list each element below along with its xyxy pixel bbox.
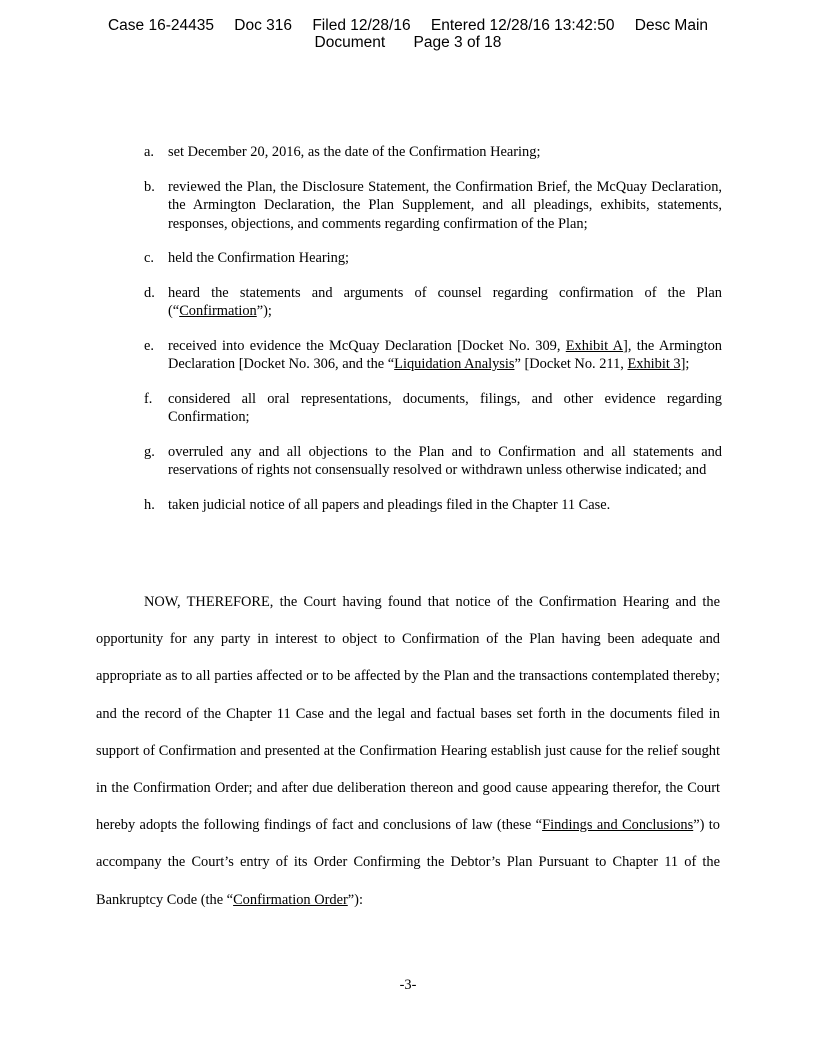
list-item-label: g.	[144, 443, 155, 460]
list-item-label: a.	[144, 144, 154, 160]
list-item-text: taken judicial notice of all papers and pleadings filed in the Chapter 11 Case.	[168, 496, 611, 513]
desc-main: Desc Main	[634, 17, 709, 34]
text-segment: ”) to accompany the Court’s entry of its Order Confirming the Debtor’s Plan Pursuant to Chapter 11 of the Bankruptcy Code (the “	[96, 817, 720, 908]
filed-date: Filed 12/28/16	[312, 17, 411, 34]
defined-term: Findings and Conclusions	[542, 817, 694, 834]
list-item	[144, 390, 722, 427]
list-item-label: h.	[144, 496, 155, 513]
list-item-label: d.	[144, 284, 155, 301]
exhibit-reference: Exhibit 3	[627, 356, 681, 372]
list-item-label: e.	[144, 337, 154, 354]
text-segment: received into evidence the McQuay Declaration [Docket No. 309,	[168, 337, 566, 354]
filing-header-line-2	[0, 34, 816, 51]
list-item-text: reviewed the Plan, the Disclosure Statement, the Confirmation Brief, the McQuay Declaration, the Armington Declaration, the Plan Supplement, and all pleadings, exhibits, statements, responses, objections, and comments regarding confirmation of the Plan;	[168, 178, 722, 232]
text-segment: NOW, THEREFORE, the Court having found that notice of the Confirmation Hearing and the opportunity for any party in interest to object to Confirmation of the Plan having been adequate and appropriate as to all parties affected or to be affected by the Plan and the transactions contemplated thereby; and the record of the Chapter 11 Case and the legal and factual bases set forth in the documents filed in support of Confirmation and presented at the Confirmation Hearing establish just cause for the relief sought in the Confirmation Order; and after due deliberation thereon and good cause appearing therefor, the Court hereby adopts the following findings of fact and conclusions of law (these “	[96, 594, 720, 834]
list-item-text: considered all oral representations, documents, filings, and other evidence regarding Confirmation;	[168, 390, 722, 425]
list-item	[144, 496, 722, 515]
list-item-text: overruled any and all objections to the Plan and to Confirmation and all statements and reservations of rights not consensually resolved or withdrawn unless otherwise indicated; and	[168, 443, 722, 478]
list-item-label: f.	[144, 390, 153, 407]
text-segment: ” [Docket No. 211,	[514, 356, 628, 372]
list-item	[144, 284, 722, 321]
entered-date: Entered 12/28/16 13:42:50	[430, 17, 615, 34]
list-item	[144, 337, 722, 374]
exhibit-reference: Exhibit A	[565, 337, 624, 354]
list-item	[144, 178, 722, 234]
filing-header	[0, 17, 816, 51]
defined-term: Confirmation	[179, 303, 257, 319]
list-item-text	[168, 284, 722, 321]
text-segment: ], the Armington Declaration [Docket No. 306, and the “	[168, 337, 722, 372]
page-count: Page 3 of 18	[413, 34, 502, 51]
text-segment: ”);	[256, 303, 272, 319]
case-number: Case 16-24435	[107, 17, 214, 34]
text-segment: ”):	[347, 891, 363, 908]
list-item-text: held the Confirmation Hearing;	[168, 250, 350, 266]
body-paragraph	[96, 584, 720, 919]
list-item-label: c.	[144, 250, 154, 266]
page-number: -3-	[399, 977, 417, 993]
filing-header-line-1	[0, 17, 816, 34]
list-item	[144, 249, 722, 268]
list-item-label: b.	[144, 178, 155, 195]
list-item-text	[168, 337, 722, 374]
list-item	[144, 143, 722, 162]
list-item	[144, 443, 722, 480]
text-segment: heard the statements and arguments of counsel regarding confirmation of the Plan (“	[168, 284, 722, 319]
defined-term: Liquidation Analysis	[394, 356, 515, 372]
document-label: Document	[314, 34, 386, 51]
text-segment: ];	[680, 356, 690, 372]
list-item-text: set December 20, 2016, as the date of the Confirmation Hearing;	[168, 144, 541, 160]
doc-number: Doc 316	[234, 17, 293, 34]
findings-list	[144, 143, 722, 530]
defined-term: Confirmation Order	[233, 891, 348, 908]
